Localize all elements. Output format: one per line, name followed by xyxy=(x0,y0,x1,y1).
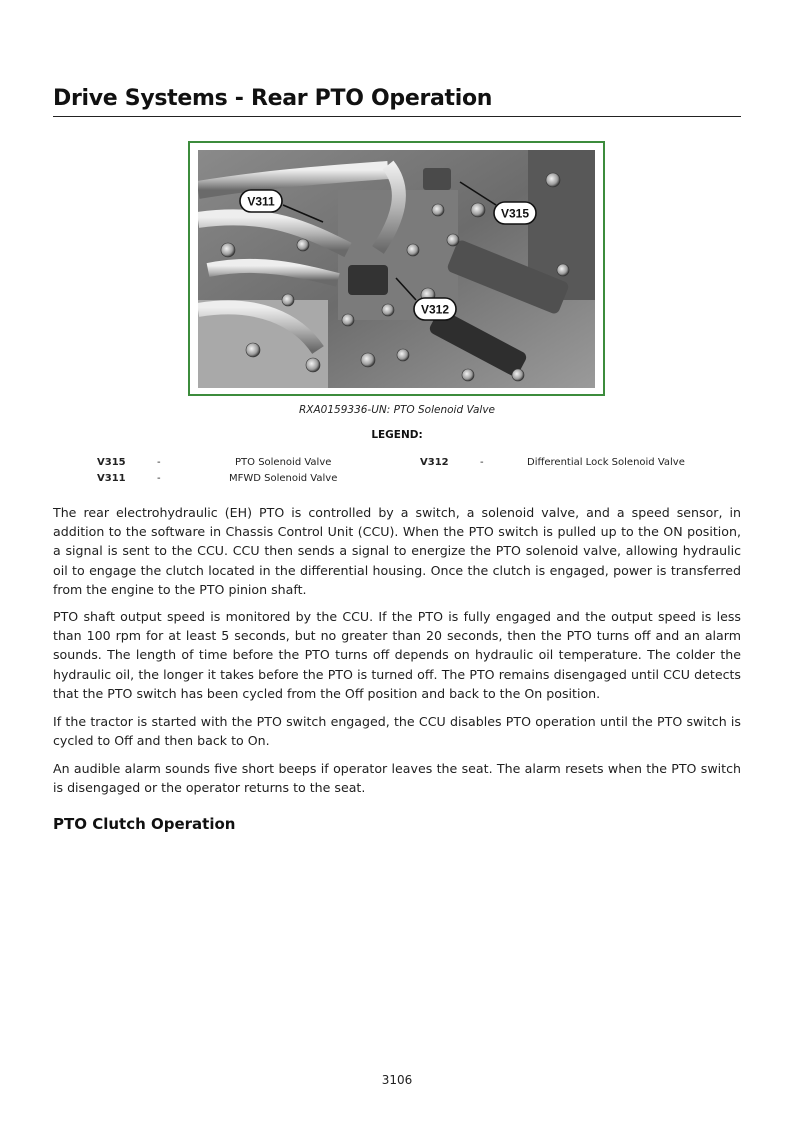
page-title: Drive Systems - Rear PTO Operation xyxy=(53,86,741,117)
legend-label-v315: PTO Solenoid Valve xyxy=(235,457,332,468)
legend-code-v312: V312 xyxy=(420,457,449,468)
callout-v312 xyxy=(414,298,456,320)
legend-label-v311: MFWD Solenoid Valve xyxy=(229,473,338,484)
legend-label-v312: Differential Lock Solenoid Valve xyxy=(527,457,685,468)
paragraph-1: The rear electrohydraulic (EH) PTO is controlled by a switch, a solenoid valve, and a speed sensor, in addition to the software in Chassis Control Unit (CCU). When the PTO switch is pulled up to the ON position, a signal is sent to the CCU. CCU then sends a signal to energize the PTO solenoid valve, allowing hydraulic oil to engage the clutch located in the differential housing. Once the clutch is engaged, power is transferred from the engine to the PTO pinion shaft. xyxy=(53,505,741,597)
callout-v311 xyxy=(240,190,282,212)
callout-v315 xyxy=(494,202,536,224)
section-subheading: PTO Clutch Operation xyxy=(53,815,236,833)
figure-frame xyxy=(188,141,605,396)
legend-code-v311: V311 xyxy=(97,473,126,484)
legend-code-v315: V315 xyxy=(97,457,126,468)
callout-v311-text: V311 xyxy=(247,194,275,209)
legend-dash: - xyxy=(157,457,161,468)
legend-dash: - xyxy=(157,473,161,484)
paragraph-2: PTO shaft output speed is monitored by the CCU. If the PTO is fully engaged and the output speed is less than 100 rpm for at least 5 seconds, but no greater than 20 seconds, then the PTO turns off and an alarm sounds. The length of time before the PTO turns off depends on hydraulic oil temperature. The colder the hydraulic oil, the longer it takes before the PTO is turned off. The PTO remains disengaged until CCU detects that the PTO switch has been cycled from the Off position and back to the On position. xyxy=(53,609,741,701)
figure-caption: RXA0159336-UN: PTO Solenoid Valve xyxy=(299,404,495,416)
legend-title: LEGEND: xyxy=(371,429,423,441)
callout-v315-text: V315 xyxy=(500,206,530,221)
pto-solenoid-valve-photo xyxy=(198,150,595,388)
paragraph-3: If the tractor is started with the PTO switch engaged, the CCU disables PTO operation until the PTO switch is cycled to Off and then back to On. xyxy=(53,714,741,749)
legend-dash: - xyxy=(480,457,484,468)
page-number: 3106 xyxy=(381,1073,413,1087)
callout-v312-text: V312 xyxy=(420,302,450,317)
paragraph-4: An audible alarm sounds five short beeps if operator leaves the seat. The alarm resets when the PTO switch is disengaged or the operator returns to the seat. xyxy=(53,761,741,796)
